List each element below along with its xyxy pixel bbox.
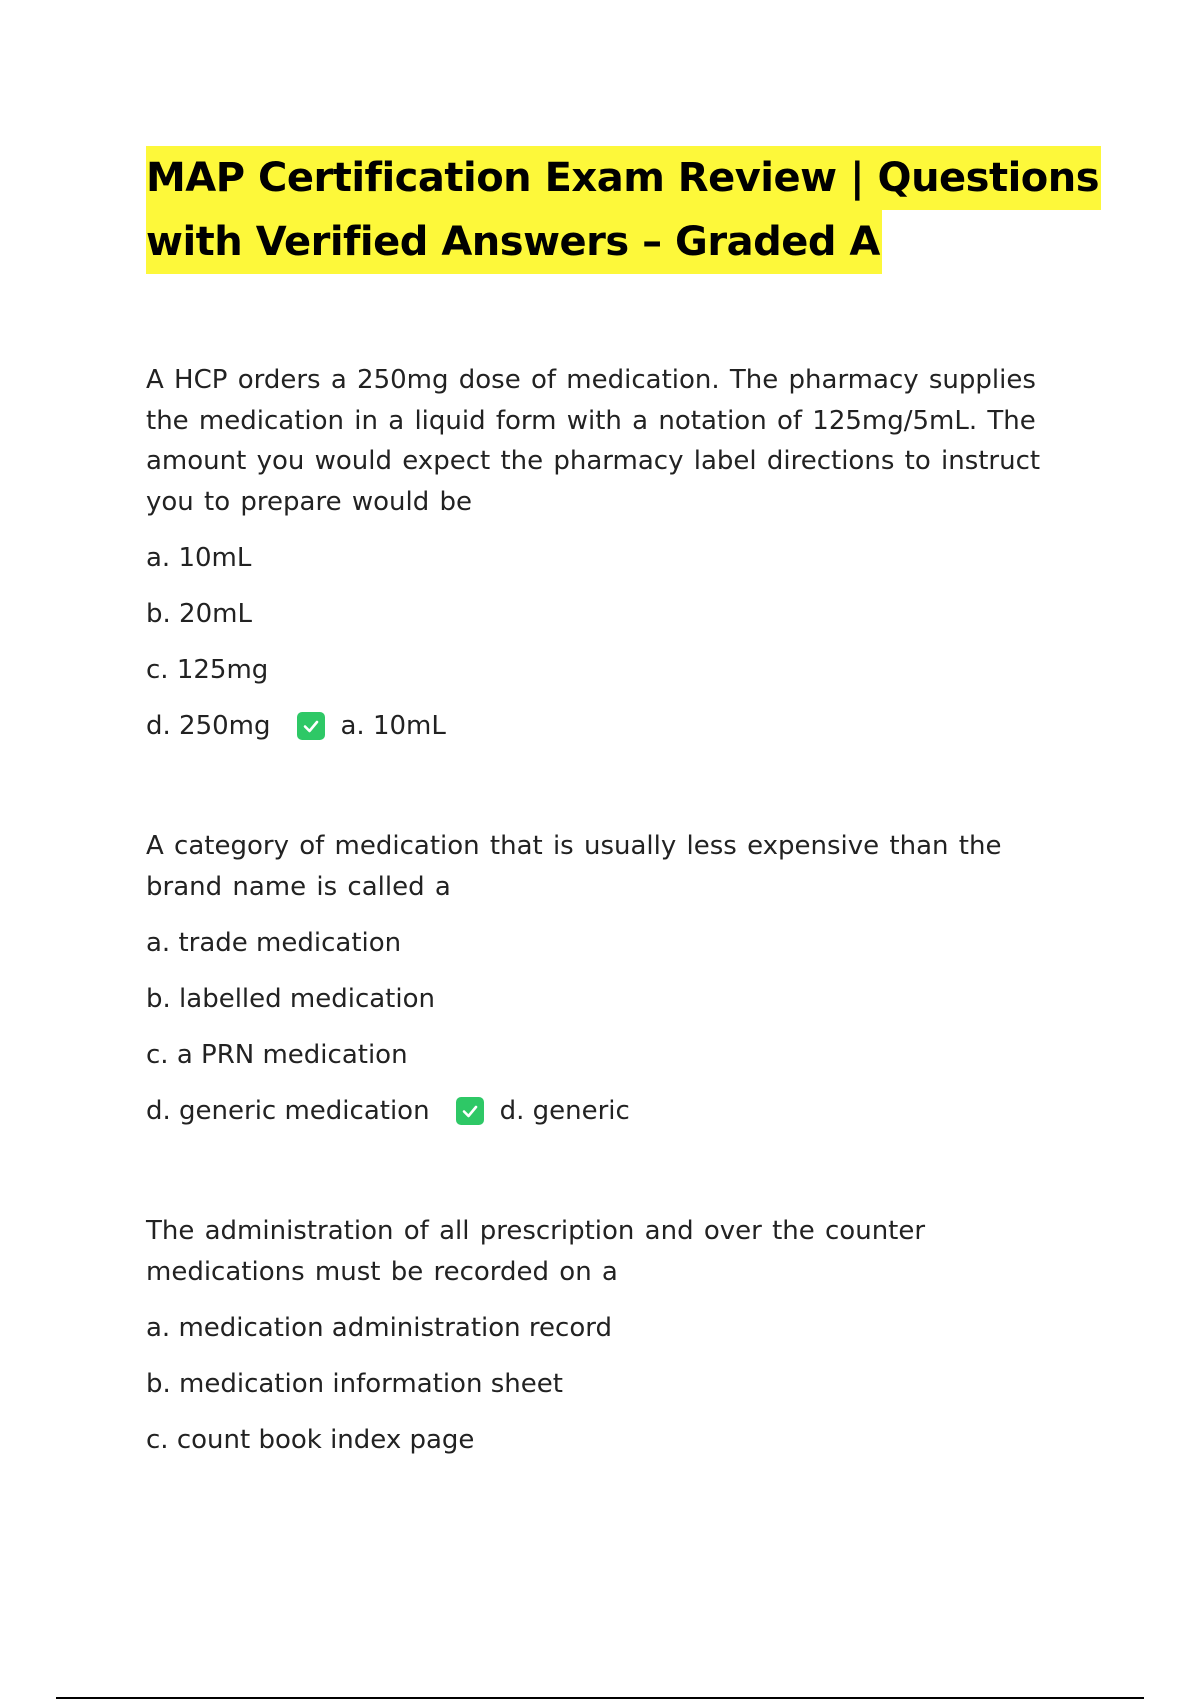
option-c bbox=[146, 1420, 1066, 1460]
option-d bbox=[146, 1091, 1066, 1131]
option-label: c. count book index page bbox=[146, 1425, 475, 1455]
check-box-icon bbox=[297, 712, 325, 740]
document-page bbox=[146, 146, 1100, 1476]
option-label: a. trade medication bbox=[146, 928, 402, 958]
option-label: a. 10mL bbox=[146, 543, 252, 573]
option-label: a. medication administration record bbox=[146, 1313, 612, 1343]
document-title bbox=[146, 146, 1100, 274]
title-line-2: with Verified Answers – Graded A bbox=[146, 210, 882, 274]
verified-answer: a. 10mL bbox=[340, 711, 446, 741]
option-label: b. labelled medication bbox=[146, 984, 435, 1014]
option-label: c. 125mg bbox=[146, 655, 269, 685]
verified-answer: d. generic bbox=[499, 1096, 630, 1126]
question-stem: A HCP orders a 250mg dose of medication. The pharmacy supplies the medication in a liquid form with a notation of 125mg/5mL. The amount you would expect the pharmacy label directions to instruct you to prepare would be bbox=[146, 365, 1041, 517]
option-b bbox=[146, 594, 1066, 634]
option-b bbox=[146, 979, 1066, 1019]
option-c bbox=[146, 650, 1066, 690]
option-label: c. a PRN medication bbox=[146, 1040, 408, 1070]
question-stem: A category of medication that is usually less expensive than the brand name is called a bbox=[146, 831, 1002, 902]
option-a bbox=[146, 1308, 1066, 1348]
question-3 bbox=[146, 1211, 1066, 1460]
question-1 bbox=[146, 360, 1066, 746]
question-2 bbox=[146, 826, 1066, 1131]
option-label: b. 20mL bbox=[146, 599, 252, 629]
option-b bbox=[146, 1364, 1066, 1404]
option-label: d. generic medication bbox=[146, 1096, 430, 1126]
option-d bbox=[146, 706, 1066, 746]
option-label: b. medication information sheet bbox=[146, 1369, 563, 1399]
option-c bbox=[146, 1035, 1066, 1075]
option-a bbox=[146, 538, 1066, 578]
check-box-icon bbox=[456, 1097, 484, 1125]
option-label: d. 250mg bbox=[146, 711, 271, 741]
option-a bbox=[146, 923, 1066, 963]
title-line-1: MAP Certification Exam Review | Questions bbox=[146, 146, 1101, 210]
footer-rule bbox=[56, 1697, 1144, 1699]
question-stem: The administration of all prescription and over the counter medications must be recorded on a bbox=[146, 1216, 926, 1287]
